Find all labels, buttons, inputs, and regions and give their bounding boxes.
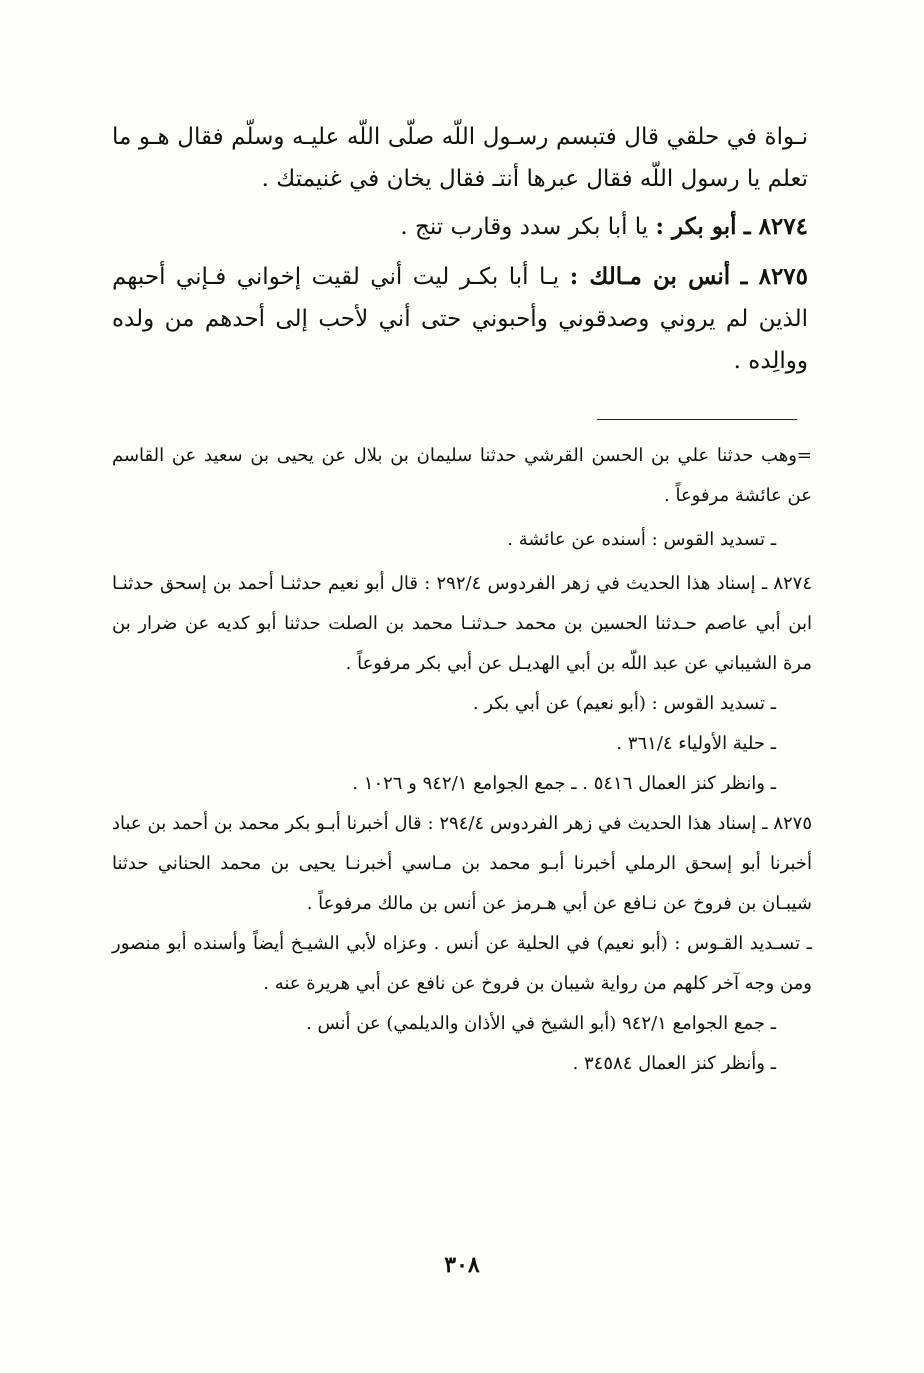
- hadith-text: يـا أبا بكـر ليت أني لقيت إخواني فـإني أحبهم الذين لم يروني وصدقوني وأحبوني حتى أني لأحب إلى أحدهم من ولده ووالِده .: [112, 264, 808, 374]
- hadith-speaker: أنس بن مـالك :: [569, 263, 731, 290]
- footnote-line: ـ وأنظر كنز العمال ٣٤٥٨٤ .: [572, 1053, 776, 1074]
- footnote-isnad-8274: ٨٢٧٤ ـ إسناد هذا الحديث في زهر الفردوس ٢٩٢/٤ : قال أبو نعيم حدثنـا أحمد بن إسحق حدثنـا ابن أبي عاصم حـدثنا الحسين بن محمد حـدثنـا محمد بن الصلت حدثنا أبو كديه عن ضرار بن مرة الشيباني عن عبد اللّه بن أبي الهديـل عن أبي بكر مرفوعاً .: [112, 573, 812, 674]
- footnote-line: ـ جمع الجوامع ٩٤٢/١ (أبو الشيخ في الأذان والديلمي) عن أنس .: [306, 1013, 776, 1034]
- footnote-line: ـ تسديد القوس : أسنده عن عائشة .: [507, 529, 776, 550]
- hadith-speaker: أبو بكر :: [655, 213, 737, 240]
- main-text: [112, 116, 808, 382]
- hadith-text: يا أبا بكر سدد وقارب تنج .: [400, 214, 649, 240]
- hadith-8274: [112, 206, 808, 248]
- main-paragraph: نـواة في حلقي قال فتبسم رسـول اللّه صلّى اللّه عليـه وسلّم فقال هـو ما تعلم يا رسول اللّه فقال عبرها أنتـ فقال يخان في غنيمتك .: [112, 124, 808, 192]
- hadith-number: ٨٢٧٤ ـ: [743, 213, 808, 240]
- footnote-line: ـ وانظر كنز العمال ٥٤١٦ . ـ جمع الجوامع ٩٤٢/١ و ١٠٢٦ .: [352, 773, 776, 794]
- footnote-divider: [597, 419, 797, 420]
- hadith-8275: [112, 256, 808, 382]
- page-number: ٣٠٨: [444, 1252, 480, 1278]
- footnote-line: ـ تسـديد القـوس : (أبو نعيم) في الحلية عن أنس . وعزاه لأبي الشيـخ أيضاً وأسنده أبو منصور ومن وجه آخر كلهم من رواية شيبان بن فروخ عن نافع عن أبي هريرة عنه .: [112, 933, 812, 994]
- footnote-line: ـ تسديد القوس : (أبو نعيم) عن أبي بكر .: [472, 693, 776, 714]
- footnote-line: ـ حلية الأولياء ٣٦١/٤ .: [616, 733, 776, 754]
- footnote-isnad-8275: ٨٢٧٥ ـ إسناد هذا الحديث في زهر الفردوس ٢٩٤/٤ : قال أخبرنا أبـو بكر محمد بن أحمد بن عباد أخبرنا أبو إسحق الرملي أخبرنا أبـو محمد بن مـاسي أخبرنـا يحيى بن محمد الحناني حدثنا شيبـان بن فروخ عن نـافع عن أبي هـرمز عن أنس بن مالك مرفوعاً .: [112, 813, 813, 914]
- footnote-continuation: =وهب حدثنا علي بن الحسن القرشي حدثنا سليمان بن بلال عن يحيى بن سعيد عن القاسم عن عائشة مرفوعاً .: [112, 445, 812, 506]
- footnotes: [112, 436, 812, 1084]
- hadith-number: ٨٢٧٥ ـ: [740, 263, 809, 290]
